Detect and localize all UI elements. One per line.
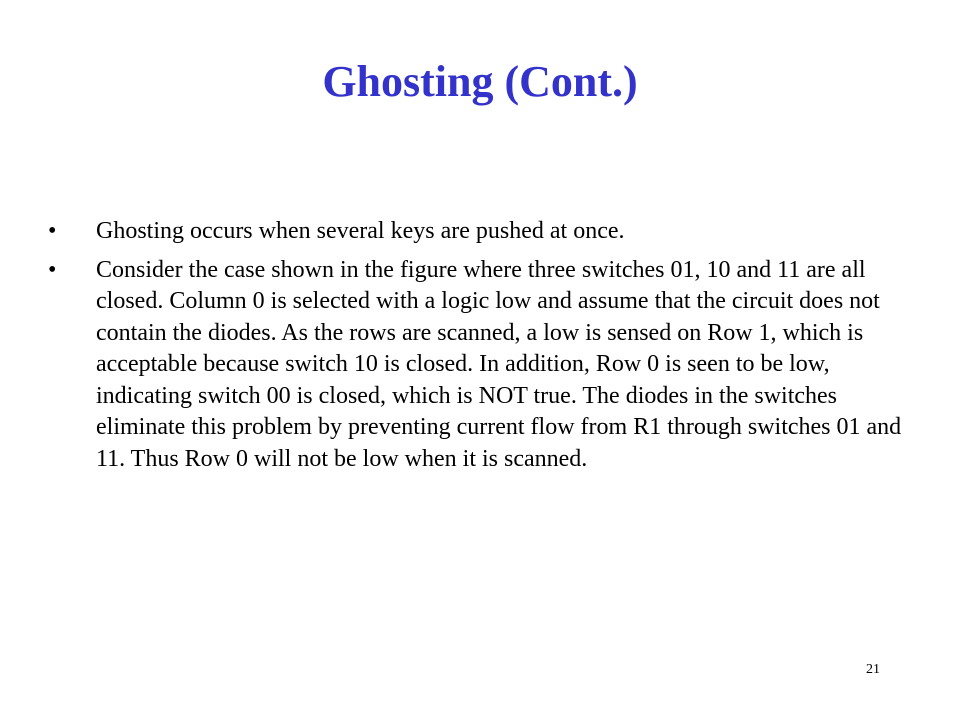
slide-title: Ghosting (Cont.)	[322, 57, 638, 106]
bullet-item	[48, 216, 908, 248]
bullet-icon: •	[48, 256, 57, 283]
page-number: 21	[866, 662, 880, 677]
bullet-list	[48, 216, 908, 482]
bullet-icon: •	[48, 218, 57, 244]
bullet-text: Ghosting occurs when several keys are pushed at once.	[96, 218, 625, 244]
bullet-text: Consider the case shown in the figure where three switches 01, 10 and 11 are all closed. Column 0 is selected with a logic low and assume that the circuit does not contain the diodes. As the rows are scanned, a low is sensed on Row 1, which is acceptable because switch 10 is closed. In addition, Row 0 is seen to be low, indicating switch 00 is closed, which is NOT true. The diodes in the switches eliminate this problem by preventing current flow from R1 through switches 01 and 11. Thus Row 0 will not be low when it is scanned.	[96, 256, 902, 472]
bullet-item	[48, 255, 908, 476]
